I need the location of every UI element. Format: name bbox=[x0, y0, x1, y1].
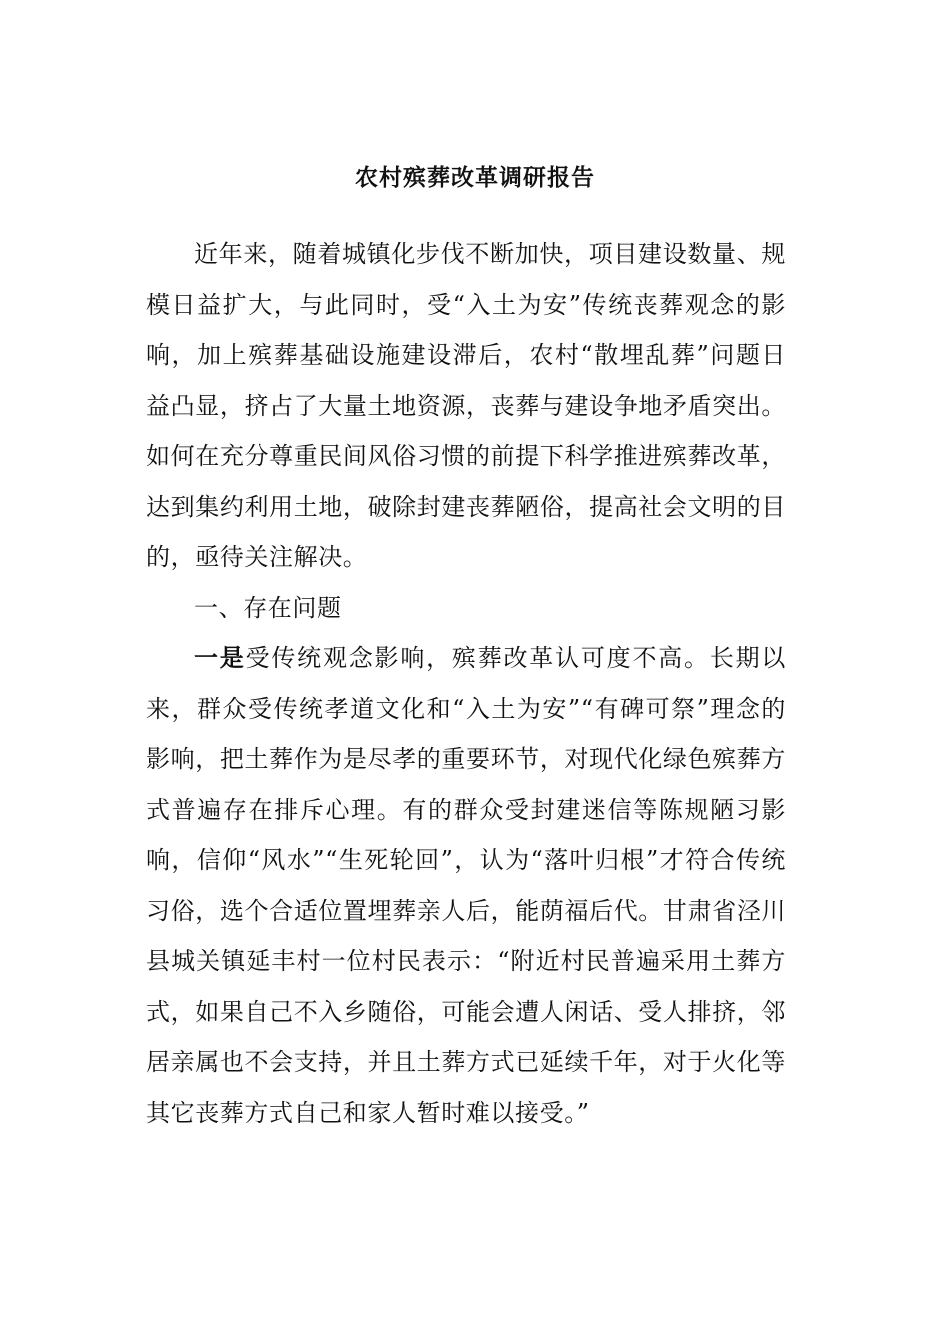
intro-paragraph: 近年来，随着城镇化步伐不断加快，项目建设数量、规模日益扩大，与此同时，受“入土为安”传统丧葬观念的影响，加上殡葬基础设施建设滞后，农村“散埋乱葬”问题日益凸显，挤占了大量土地资源，丧葬与建设争地矛盾突出。如何在充分尊重民间风俗习惯的前提下科学推进殡葬改革，达到集约利用土地，破除封建丧葬陋俗，提高社会文明的目的，亟待关注解决。 bbox=[146, 240, 786, 571]
document-body bbox=[146, 229, 786, 1138]
section-heading: 一、存在问题 bbox=[194, 593, 342, 622]
point-one-text: 受传统观念影响，殡葬改革认可度不高。长期以来，群众受传统孝道文化和“入土为安”“有碑可祭”理念的影响，把土葬作为是尽孝的重要环节，对现代化绿色殡葬方式普遍存在排斥心理。有的群众受封建迷信等陈规陋习影响，信仰“风水”“生死轮回”，认为“落叶归根”才符合传统习俗，选个合适位置埋葬亲人后，能荫福后代。甘肃省泾川县城关镇延丰村一位村民表示：“附近村民普遍采用土葬方式，如果自己不入乡随俗，可能会遭人闲话、受人排挤，邻居亲属也不会支持，并且土葬方式已延续千年，对于火化等其它丧葬方式自己和家人暂时难以接受。” bbox=[146, 644, 786, 1127]
point-one-paragraph bbox=[146, 633, 786, 1138]
point-one-lead: 一是 bbox=[194, 643, 246, 672]
document-title: 农村殡葬改革调研报告 bbox=[355, 164, 595, 191]
